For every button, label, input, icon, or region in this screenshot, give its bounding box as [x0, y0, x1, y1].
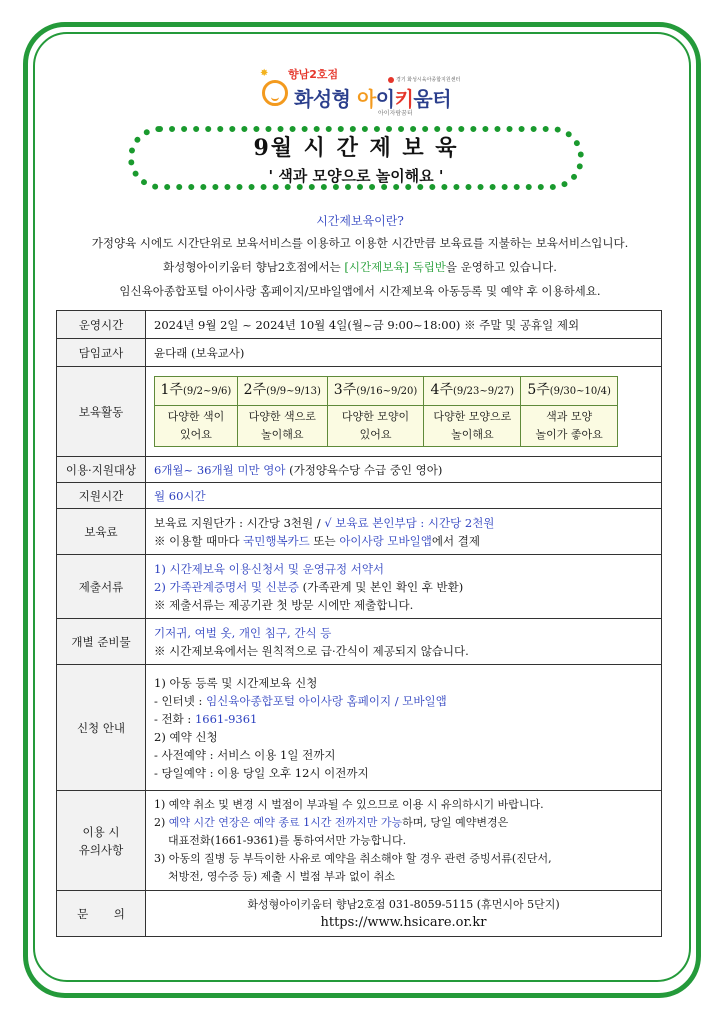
weeks-content-row — [155, 406, 618, 447]
week-5-activity — [521, 406, 618, 447]
contact-url[interactable]: https://www.hsicare.or.kr — [320, 914, 487, 930]
value-support: 월 60시간 — [146, 483, 662, 509]
label-activity: 보육활동 — [57, 367, 146, 457]
documents-line-3: ※ 제출서류는 제공기관 첫 방문 시에만 제출합니다. — [154, 597, 414, 612]
row-apply — [57, 665, 662, 791]
value-apply — [146, 665, 662, 791]
intro-heading: 시간제보육이란? — [316, 214, 404, 228]
week-4-activity — [424, 406, 521, 447]
row-support — [57, 483, 662, 509]
documents-line-2-b: (가족관계 및 본인 확인 후 반환) — [298, 579, 464, 594]
fee-line-2-e: 에서 결제 — [431, 533, 480, 548]
week-5-label: 5주 — [527, 382, 550, 398]
logo — [262, 66, 462, 120]
week-4-activity-line-2: 놀이해요 — [451, 428, 494, 441]
fee-line-1-a: 보육료 지원단가 : 시간당 3천원 / — [154, 515, 325, 530]
label-teacher: 담임교사 — [57, 339, 146, 367]
value-target-a: 6개월~ 36개월 미만 영아 — [154, 462, 286, 477]
value-activity — [146, 367, 662, 457]
info-table — [56, 310, 662, 937]
value-documents — [146, 555, 662, 619]
apply-line-3 — [154, 710, 653, 728]
value-contact — [146, 891, 662, 937]
logo-branch: 향남2호점 — [288, 68, 339, 81]
intro-line-2-b: [시간제보육] 독립반 — [344, 260, 446, 274]
week-1-label: 1주 — [160, 382, 183, 398]
notes-line-3: 대표전화(1661-9361)를 통하여서만 가능합니다. — [168, 833, 407, 847]
week-1-dates: (9/2~9/6) — [182, 386, 232, 397]
week-3-header — [327, 377, 424, 406]
value-prepare — [146, 619, 662, 665]
logo-org — [388, 76, 460, 83]
week-3-activity — [327, 406, 424, 447]
smile-icon — [262, 80, 288, 106]
week-5-activity-line-2: 놀이가 좋아요 — [535, 428, 603, 441]
label-fee: 보육료 — [57, 509, 146, 555]
fee-line-2-b: 국민행복카드 — [243, 533, 310, 548]
intro-line-2 — [0, 259, 720, 275]
label-notes — [57, 791, 146, 891]
fee-line-2-d: 아이사랑 모바일앱 — [339, 533, 432, 548]
week-2-dates: (9/9~9/13) — [266, 386, 321, 397]
week-2-label: 2주 — [243, 382, 267, 398]
prepare-line-1: 기저귀, 여벌 옷, 개인 침구, 간식 등 — [154, 625, 332, 640]
week-1-activity — [155, 406, 238, 447]
week-2-activity-line-2: 놀이해요 — [261, 428, 304, 441]
row-documents — [57, 555, 662, 619]
label-target: 이용·지원대상 — [57, 457, 146, 483]
row-target — [57, 457, 662, 483]
value-operation: 2024년 9월 2일 ~ 2024년 10월 4일(월~금 9:00~18:00) ※ 주말 및 공휴일 제외 — [146, 311, 662, 339]
notes-line-2-c: 하며, 당일 예약변경은 — [402, 815, 509, 829]
fee-line-1-b: √ 보육료 본인부담 : 시간당 2천원 — [324, 515, 495, 530]
label-documents: 제출서류 — [57, 555, 146, 619]
week-5-activity-line-1: 색과 모양 — [546, 410, 593, 423]
value-notes — [146, 791, 662, 891]
label-prepare: 개별 준비물 — [57, 619, 146, 665]
week-2-activity-line-1: 다양한 색으로 — [248, 410, 316, 423]
label-support: 지원시간 — [57, 483, 146, 509]
row-fee — [57, 509, 662, 555]
notes-line-2-a: 2) — [154, 815, 169, 829]
logo-name-mid: 이 — [375, 87, 395, 111]
logo-name-o: 아 — [356, 87, 376, 111]
apply-line-1: 1) 아동 등록 및 시간제보육 신청 — [154, 675, 318, 690]
row-contact — [57, 891, 662, 937]
apply-line-2-b: 임신육아종합포털 아이사랑 홈페이지 / 모바일앱 — [206, 693, 447, 708]
week-4-activity-line-1: 다양한 모양으로 — [433, 410, 512, 423]
logo-name-r: 키 — [394, 87, 414, 111]
documents-line-2 — [154, 578, 653, 596]
week-3-label: 3주 — [333, 382, 357, 398]
value-fee — [146, 509, 662, 555]
logo-name — [294, 83, 451, 112]
notes-line-1: 1) 예약 취소 및 변경 시 벌점이 부과될 수 있으므로 이용 시 유의하시기 바랍니다. — [154, 797, 544, 811]
page-subtitle: ' 색과 모양으로 놀이해요 ' — [268, 167, 444, 185]
week-3-activity-line-1: 다양한 모양이 — [341, 410, 410, 423]
fee-line-2-a: ※ 이용할 때마다 — [154, 533, 244, 548]
org-mark-icon — [388, 77, 394, 83]
apply-line-3-a: - 전화 : — [154, 711, 195, 726]
weeks-header-row — [155, 377, 618, 406]
value-target-b: (가정양육수당 수급 중인 영아) — [285, 462, 443, 477]
label-notes-1: 이용 시 — [82, 824, 120, 839]
week-5-dates: (9/30~10/4) — [549, 386, 611, 397]
row-activity — [57, 367, 662, 457]
documents-line-1: 1) 시간제보육 이용신청서 및 운영규정 서약서 — [154, 561, 385, 576]
star-icon: ✸ — [260, 68, 269, 79]
row-operation — [57, 311, 662, 339]
apply-line-5: - 사전예약 : 서비스 이용 1일 전까지 — [154, 747, 336, 762]
intro-line-2-c: 을 운영하고 있습니다. — [445, 260, 557, 274]
logo-name-suffix: 움터 — [413, 87, 452, 111]
week-4-header — [424, 377, 521, 406]
value-teacher: 윤다래 (보육교사) — [146, 339, 662, 367]
notes-line-2 — [154, 814, 653, 832]
intro-line-2-a: 화성형아이키움터 향남2호점에서는 — [163, 260, 345, 274]
apply-line-6: - 당일예약 : 이용 당일 오후 12시 이전까지 — [154, 765, 369, 780]
contact-line-1: 화성형아이키움터 향남2호점 031-8059-5115 (휴먼시아 5단지) — [247, 897, 560, 911]
notes-line-2-b: 예약 시간 연장은 예약 종료 1시간 전까지만 가능 — [168, 815, 403, 829]
apply-line-4: 2) 예약 신청 — [154, 729, 218, 744]
documents-line-2-a: 2) 가족관계증명서 및 신분증 — [154, 579, 299, 594]
prepare-line-2: ※ 시간제보육에서는 원칙적으로 급·간식이 제공되지 않습니다. — [154, 643, 469, 658]
row-prepare — [57, 619, 662, 665]
row-notes — [57, 791, 662, 891]
week-1-activity-line-1: 다양한 색이 — [167, 410, 225, 423]
logo-org-text: 경기 화성시육아종합지원센터 — [396, 77, 461, 83]
label-operation: 운영시간 — [57, 311, 146, 339]
fee-line-1 — [154, 514, 653, 532]
page-title: 9월 시 간 제 보 육 — [253, 135, 459, 161]
label-notes-2: 유의사항 — [78, 842, 124, 857]
fee-line-2 — [154, 532, 653, 550]
row-teacher — [57, 339, 662, 367]
value-target — [146, 457, 662, 483]
intro-line-3: 임신육아종합포털 아이사랑 홈페이지/모바일앱에서 시간제보육 아동등록 및 예약 후 이용하세요. — [119, 284, 601, 298]
logo-sub: 아이자람꿈터 — [378, 110, 413, 117]
weekly-activity-table — [154, 376, 618, 447]
week-4-label: 4주 — [430, 382, 453, 398]
notes-line-4: 3) 아동의 질병 등 부득이한 사유로 예약을 취소해야 할 경우 관련 증빙서류(진단서, — [154, 851, 552, 865]
week-3-dates: (9/16~9/20) — [356, 386, 418, 397]
label-apply: 신청 안내 — [57, 665, 146, 791]
apply-line-3-b: 1661-9361 — [194, 711, 258, 726]
week-1-header — [155, 377, 238, 406]
week-4-dates: (9/23~9/27) — [452, 386, 515, 397]
apply-line-2 — [154, 692, 653, 710]
week-5-header — [521, 377, 618, 406]
intro-line-1: 가정양육 시에도 시간단위로 보육서비스를 이용하고 이용한 시간만큼 보육료를 지불하는 보육서비스입니다. — [91, 236, 629, 250]
logo-name-prefix: 화성형 — [294, 87, 357, 111]
fee-line-2-c: 또는 — [309, 533, 340, 548]
week-3-activity-line-2: 있어요 — [359, 428, 392, 441]
week-1-activity-line-2: 있어요 — [179, 428, 212, 441]
label-contact: 문 의 — [57, 891, 146, 937]
apply-line-2-a: - 인터넷 : — [154, 693, 207, 708]
week-2-activity — [237, 406, 327, 447]
notes-line-5: 처방전, 영수증 등) 제출 시 벌점 부과 없이 취소 — [168, 869, 396, 883]
week-2-header — [237, 377, 327, 406]
